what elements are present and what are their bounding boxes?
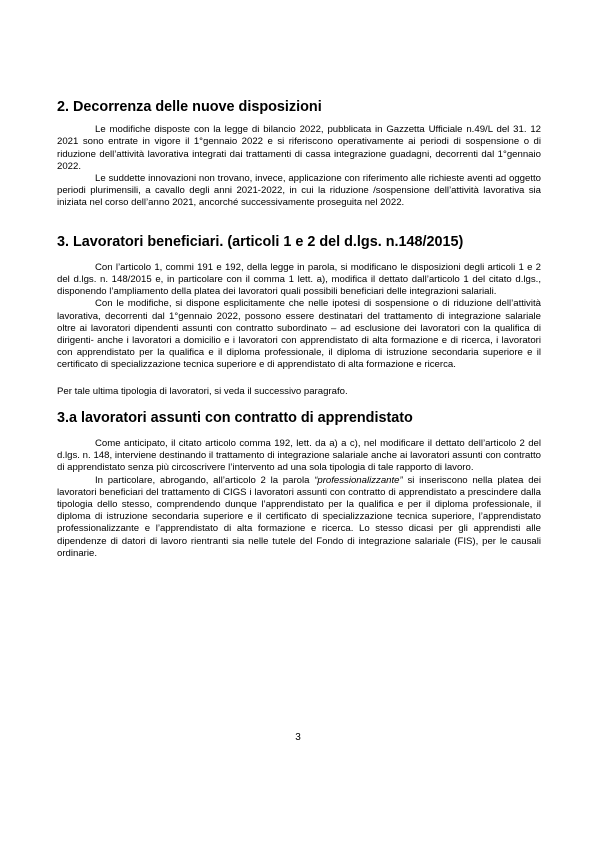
- section-3-paragraph-1: Con l’articolo 1, commi 191 e 192, della legge in parola, si modificano le disposizioni degli articoli 1 e 2 del d.lgs. n. 148/2015 e, in particolare con il comma 1 lett. a), modifica il dettato dall’articolo 1 del citato d.lgs., disponendo l’ampliamento della platea dei lavoratori quali possibili beneficiari delle integrazioni salariali.: [57, 261, 541, 298]
- page-number: 3: [295, 732, 301, 743]
- section-2-paragraph-2: Le suddette innovazioni non trovano, invece, applicazione con riferimento alle richieste aventi ad oggetto periodi plurimensili, a cavallo degli anni 2021-2022, in cui la riduzione /sospensione dell’attività lavorativa sia iniziata nel corso dell’anno 2021, ancorché successivamente proseguita nel 2022.: [57, 173, 541, 209]
- section-2-paragraph-1: Le modifiche disposte con la legge di bilancio 2022, pubblicata in Gazzetta Ufficiale n.49/L del 31. 12 2021 sono entrate in vigore il 1°gennaio 2022 e si riferiscono operativamente ai periodi di sospensione o di riduzione dell’attività lavorativa integrati dai trattamenti di cassa integrazione guadagni, decorrenti dal 1°gennaio 2022.: [57, 124, 541, 172]
- paragraph-text-after: si inseriscono nella platea dei lavoratori beneficiari del trattamento di CIGS i lavoratori assunti con contratto di apprendistato a prescindere dalla tipologia dello stesso, comprendendo dunque l’apprendistato per la qualifica e per il diploma professionale, il diploma di istruzione secondaria superiore e il certificato di specializzazione tecnica superiore, l’apprendistato professionalizzante e l’apprendistato di alta formazione e ricerca. Lo stesso dicasi per gli apprendisti alle dipendenze di datori di lavoro rientranti sia nelle tutele del Fondo di integrazione salariale (FIS), per le causali ordinarie.: [57, 474, 541, 559]
- section-3a-heading: 3.a lavoratori assunti con contratto di apprendistato: [57, 409, 413, 426]
- section-3-paragraph-3: Per tale ultima tipologia di lavoratori, si veda il successivo paragrafo.: [57, 385, 348, 397]
- section-3a-paragraph-2: [57, 475, 541, 560]
- italic-term: “professionalizzante”: [314, 474, 403, 486]
- paragraph-text-before: In particolare, abrogando, all’articolo 2 la parola: [95, 474, 315, 486]
- section-3-heading: 3. Lavoratori beneficiari. (articoli 1 e 2 del d.lgs. n.148/2015): [57, 233, 464, 250]
- page-body: [57, 101, 541, 560]
- section-3a-paragraph-1: Come anticipato, il citato articolo comma 192, lett. da a) a c), nel modificare il dettato dell’articolo 2 del d.lgs. n. 148, interviene destinando il trattamento di integrazione salariale anche ai lavoratori assunti con contratto di apprendistato senza più circoscrivere l’intervento ad una sola tipologia di tale rapporto di lavoro.: [57, 438, 541, 474]
- section-3-paragraph-2: Con le modifiche, si dispone esplicitamente che nelle ipotesi di sospensione o di riduzione dell’attività lavorativa, decorrenti dal 1°gennaio 2022, possono essere destinatari del trattamento di integrazione salariale oltre ai lavoratori dipendenti assunti con contratto subordinato – ad esclusione dei lavoratori con la qualifica di dirigenti- anche i lavoratori a domicilio e i lavoratori con apprendistato di alta formazione e di ricerca, i lavoratori con apprendistato per la qualifica e il diploma professionale, il diploma di istruzione secondaria superiore e il certificato di specializzazione tecnica superiore e di apprendistato di alta formazione e ricerca.: [57, 298, 541, 371]
- section-2-heading: 2. Decorrenza delle nuove disposizioni: [57, 99, 322, 115]
